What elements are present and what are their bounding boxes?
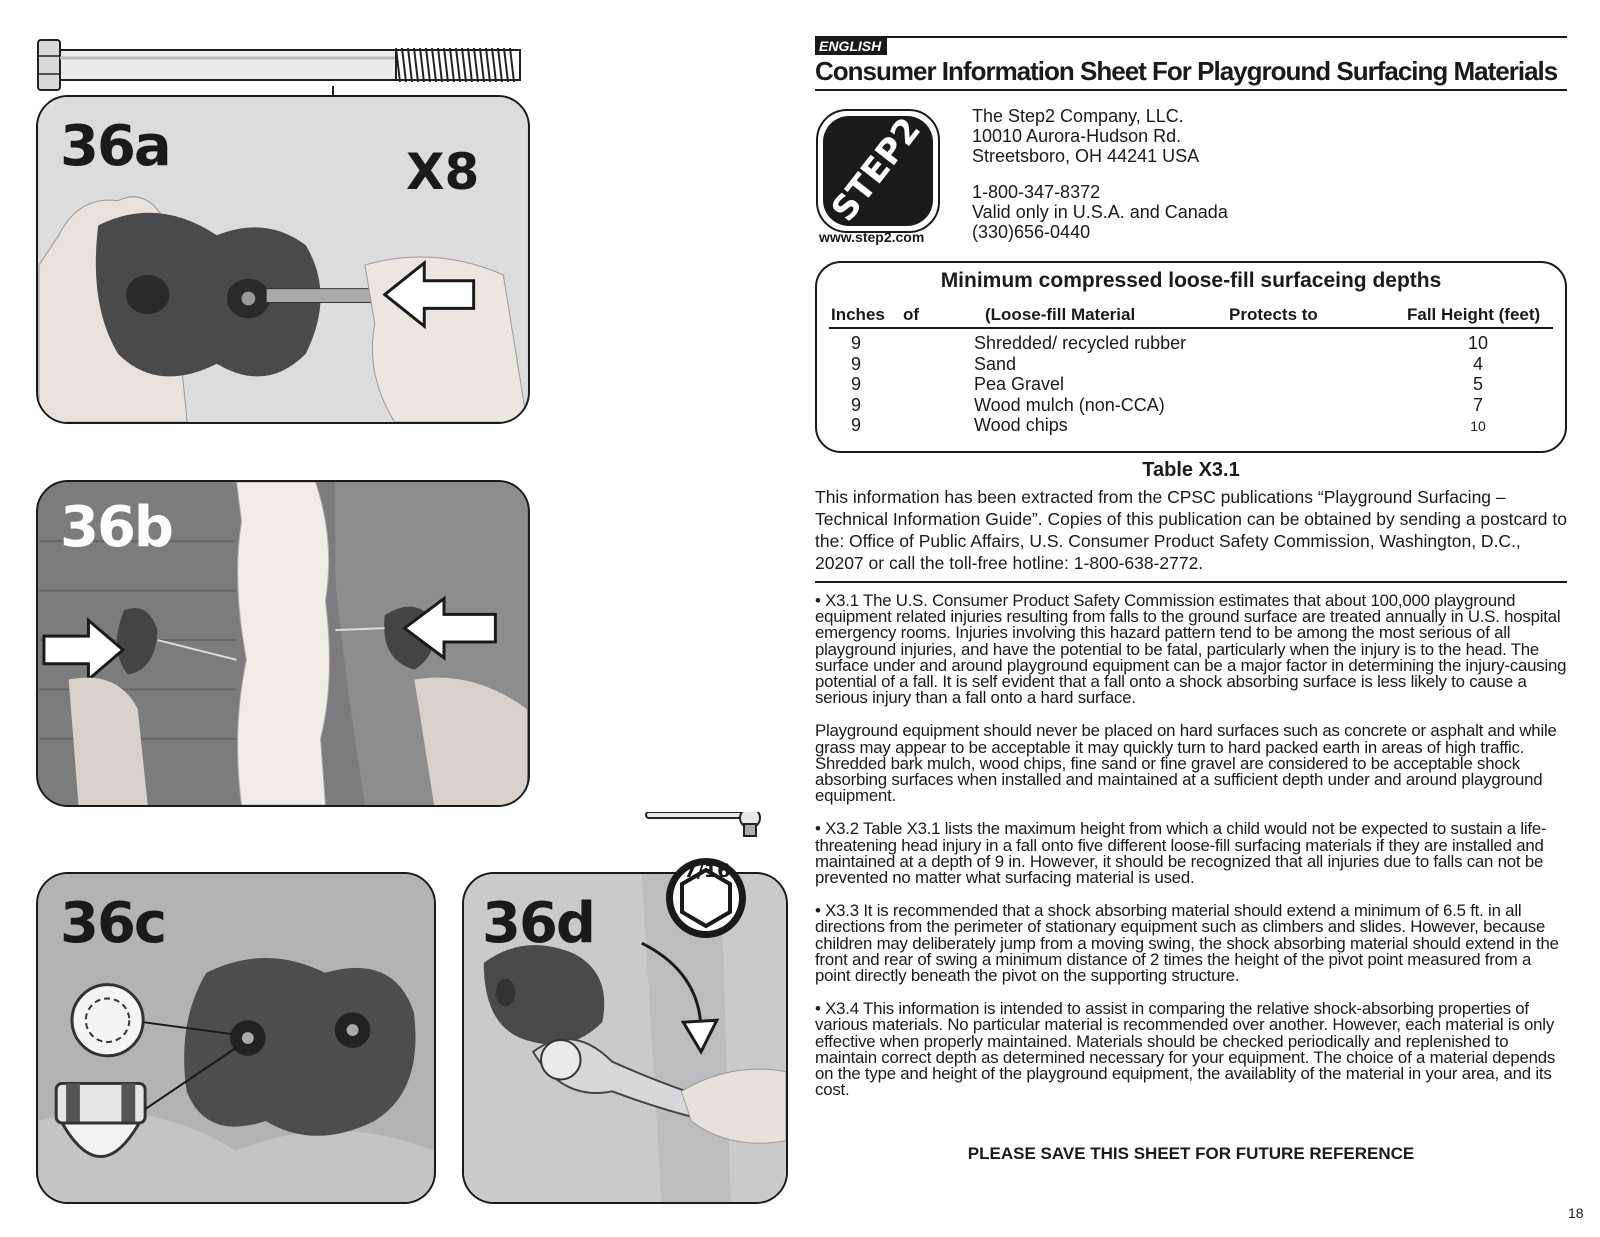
quantity-label: X8 bbox=[406, 143, 480, 201]
paragraph-x3-2: • X3.2 Table X3.1 lists the maximum height from which a child would not be expected to sustain a life-threatening head injury in a fall onto five different loose-fill surfacing materials if they are installed and maintained at a depth of 9 in. However, it should be recognized that all injuries due to falls can not be prevented no matter what surfacing material is used. bbox=[815, 819, 1547, 888]
phone-number: (330)656-0440 bbox=[972, 222, 1091, 242]
step-36c-panel bbox=[36, 872, 436, 1204]
cell-material: Shredded/ recycled rubber bbox=[974, 333, 1187, 353]
cell-inches: 9 bbox=[851, 353, 862, 374]
cell-fall-height: 7 bbox=[1472, 394, 1483, 415]
language-rule bbox=[815, 36, 1567, 38]
source-note: This information has been extracted from the CPSC publications “Playground Surfacing – Technical Information Guide”. Copies of this publication can be obtained by sending a postcard to the: Office of Public Affairs, U.S. Consumer Product Safety Commission, Washington, D.C., 20207 or call the toll-free hotline: 1-800-638-2772. bbox=[815, 487, 1567, 573]
paragraph-x3-3: • X3.3 It is recommended that a shock absorbing material should extend a minimum of 6.5 ft. in all directions from the perimeter of stationary equipment such as climbers and slides. However, because children may deliberately jump from a moving swing, the shock absorbing material should extend in the front and rear of swing a minimum distance of 2 times the height of the pivot point measured from a point directly beneath the pivot on the supporting structure. bbox=[815, 901, 1559, 986]
step-label: 36b bbox=[60, 495, 173, 560]
column-header-of: of bbox=[903, 305, 920, 324]
page-number: 18 bbox=[1568, 1205, 1584, 1221]
surfacing-depth-table bbox=[815, 261, 1567, 453]
title-rule bbox=[815, 89, 1567, 91]
save-sheet-note: PLEASE SAVE THIS SHEET FOR FUTURE REFERENCE bbox=[967, 1144, 1415, 1163]
cell-inches: 9 bbox=[851, 394, 862, 415]
table-row bbox=[817, 354, 1565, 375]
table-title: Minimum compressed loose-fill surfaceing depths bbox=[940, 269, 1442, 292]
phone-number: 1-800-347-8372 bbox=[972, 182, 1101, 202]
cell-fall-height: 10 bbox=[1470, 418, 1486, 434]
step2-logo bbox=[815, 108, 941, 234]
cell-inches: 9 bbox=[851, 374, 862, 394]
column-header-material: (Loose-fill Material bbox=[985, 305, 1136, 324]
step-label: 36d bbox=[482, 891, 595, 956]
cell-material: Pea Gravel bbox=[974, 374, 1065, 394]
safety-text bbox=[815, 593, 1567, 1115]
language-tag: ENGLISH bbox=[815, 37, 887, 55]
address-line: The Step2 Company, LLC. bbox=[972, 106, 1184, 126]
table-row bbox=[817, 395, 1565, 416]
table-body bbox=[817, 333, 1565, 436]
cell-material: Wood mulch (non-CCA) bbox=[974, 394, 1165, 415]
column-header-protects: Protects to bbox=[1229, 305, 1318, 324]
bolt-illustration bbox=[36, 36, 536, 96]
step-label: 36c bbox=[60, 891, 166, 956]
cell-inches: 9 bbox=[851, 333, 862, 353]
column-header-inches: Inches bbox=[831, 305, 885, 324]
company-address bbox=[972, 106, 1228, 242]
socket-size-label: 7/16 bbox=[683, 860, 731, 882]
table-row bbox=[817, 374, 1565, 395]
step-36a-panel bbox=[36, 95, 530, 424]
header-rule bbox=[829, 327, 1553, 329]
svg-text:STEP2: STEP2 bbox=[823, 110, 929, 230]
step-36b-panel bbox=[36, 480, 530, 807]
step-label: 36a bbox=[60, 114, 170, 179]
table-caption: Table X3.1 bbox=[1142, 459, 1240, 481]
column-header-fall-height: Fall Height (feet) bbox=[1407, 305, 1541, 324]
cell-inches: 9 bbox=[851, 415, 862, 435]
cell-fall-height: 5 bbox=[1472, 374, 1483, 394]
cell-material: Wood chips bbox=[974, 415, 1068, 435]
cell-material: Sand bbox=[974, 353, 1017, 374]
website-text: www.step2.com bbox=[819, 229, 925, 245]
paragraph-x3-4: • X3.4 This information is intended to assist in comparing the relative shock-absorbing properties of various materials. No particular material is recommended over another. However, each material is only effective when properly maintained. Materials should be checked periodically and replenished to maintain correct depth as determined necessary for your equipment. The choice of a material depends on the type and height of the playground equipment, the availablity of the material in your area, and its cost. bbox=[815, 999, 1556, 1100]
paragraph-x3-1: • X3.1 The U.S. Consumer Product Safety Commission estimates that about 100,000 playground equipment related injuries resulting from falls to the ground surface are treated annually in U.S. hospital emergency rooms. Injuries involving this hazard pattern tend to be among the most serious of all playground injuries, and have the potential to be fatal, particularly when the injury is to the head. The surface under and around playground equipment can be a major factor in determining the injury-causing potential of a fall. It is self evident that a fall onto a shock absorbing surface is less likely to cause a serious injury than a fall onto a hard surface. bbox=[815, 591, 1567, 708]
section-rule bbox=[815, 581, 1567, 583]
page-title: Consumer Information Sheet For Playground Surfacing Materials bbox=[815, 56, 1558, 86]
table-row bbox=[817, 415, 1565, 436]
cell-fall-height: 4 bbox=[1472, 353, 1483, 374]
address-line: Streetsboro, OH 44241 USA bbox=[972, 146, 1200, 166]
table-row bbox=[817, 333, 1565, 354]
cell-fall-height: 10 bbox=[1467, 333, 1489, 353]
validity-note: Valid only in U.S.A. and Canada bbox=[972, 202, 1228, 222]
paragraph-hard-surfaces: Playground equipment should never be placed on hard surfaces such as concrete or asphalt and while grass may appear to be acceptable it may quickly turn to hard packed earth in areas of high traffic. Shredded bark mulch, wood chips, fine sand or fine gravel are considered to be acceptable shock absorbing surfaces when installed and maintained at a sufficient depth under and around playground equipment. bbox=[815, 721, 1557, 806]
address-line: 10010 Aurora-Hudson Rd. bbox=[972, 126, 1182, 146]
